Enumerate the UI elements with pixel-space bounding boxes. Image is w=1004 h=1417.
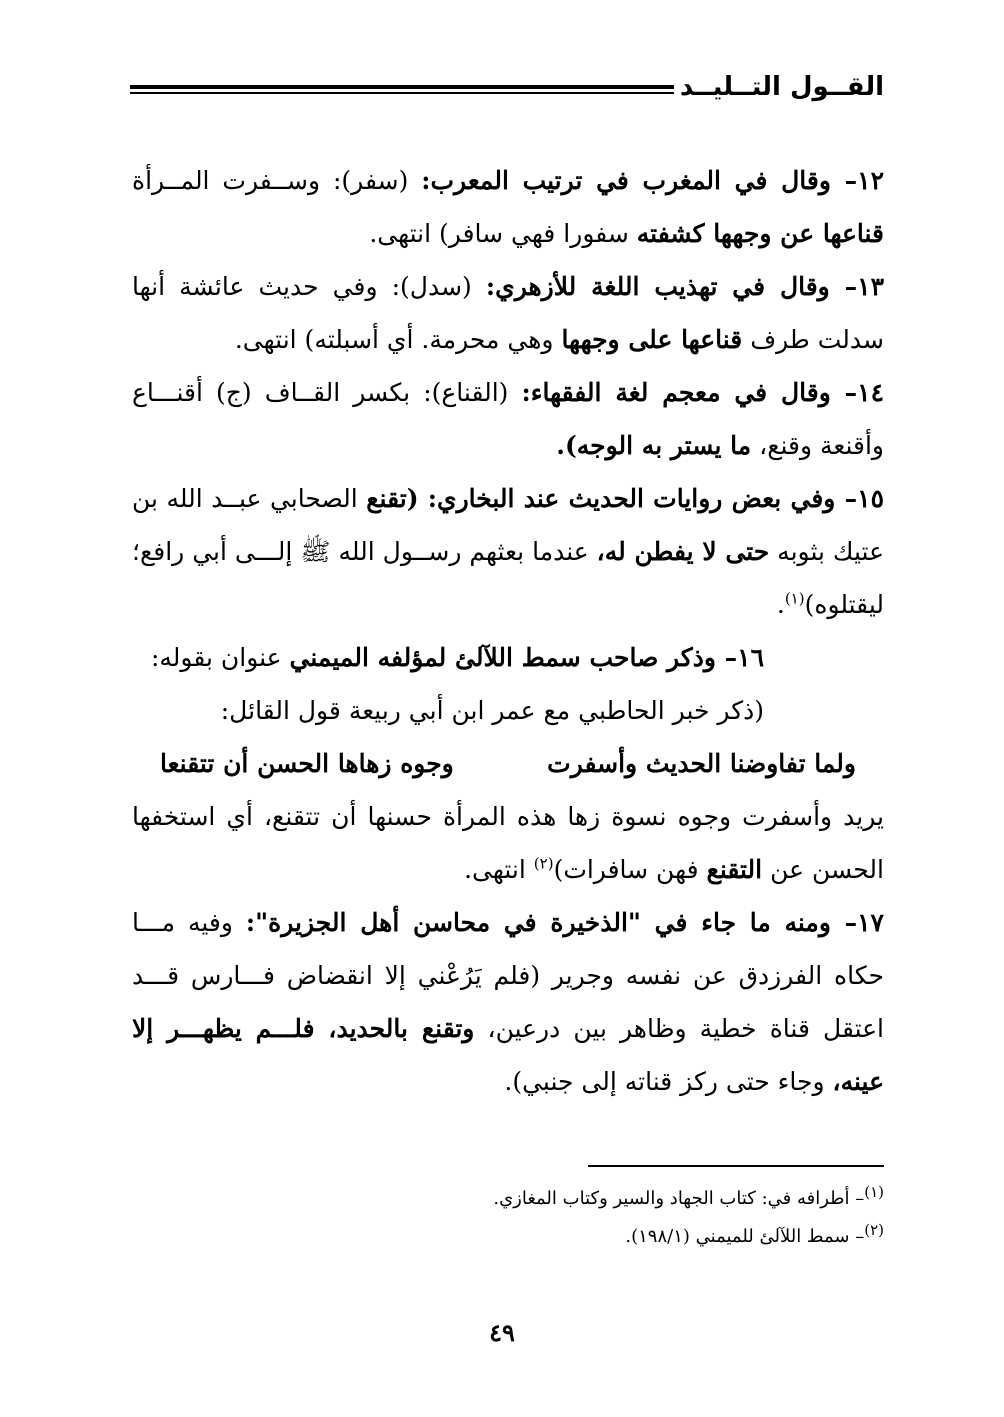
poem-verse (132, 737, 884, 790)
item-number: ١٤– (830, 378, 884, 407)
footnote-ref-1[interactable]: (١) (784, 589, 805, 608)
footnote-separator (588, 1165, 884, 1167)
paragraph-15 (132, 472, 884, 631)
paragraph-text: (سدل): وفي حديث عائشة أنها سدلت طرف (132, 272, 884, 354)
paragraph-16-explanation (132, 790, 884, 896)
paragraph-emphasis: ما يستر به الوجه). (556, 431, 752, 460)
footnotes (184, 1180, 884, 1256)
body-text (132, 154, 884, 1108)
paragraph-emphasis: قناعها عن وجهها كشفته (636, 219, 884, 248)
item-number: ١٣– (829, 272, 884, 301)
paragraph-lead: ومنه ما جاء في "الذخيرة في محاسن أهل الجزيرة": (245, 908, 831, 937)
paragraph-text: (سفر): وســفرت المــرأة (132, 166, 422, 195)
paragraph-text: فهن سافرات) (553, 855, 707, 884)
paragraph-text: وجاء حتى ركز قناته إلى جنبي). (504, 1067, 833, 1096)
paragraph-text: وهي محرمة. أي أسبلته) انتهى. (234, 325, 562, 354)
paragraph-emphasis: التقنع (706, 855, 763, 884)
header-title: القــول التــليــد (679, 72, 884, 102)
paragraph-lead: وقال في معجم لغة الفقهاء: (521, 378, 831, 407)
footnote-text: – أطرافه في: كتاب الجهاد والسير وكتاب المغازي. (493, 1188, 865, 1209)
verse-first-hemistich: ولما تفاوضنا الحديث وأسفرت (547, 749, 856, 778)
verse-second-hemistich: وجوه زهاها الحسن أن تتقنعا (160, 749, 454, 778)
paragraph-emphasis: وتقنع بالحديد، فلـــم يظهـــر إلا عينه، (132, 1014, 884, 1096)
paragraph-text: (القناع): بكسر القــاف (ج) أقنـــاع وأقنعة وقنع، (132, 378, 884, 460)
paragraph-text: وفيه مـــا حكاه الفرزدق عن نفسه وجرير (فلم يَرُعْني إلا انقضاض فـــارس قـــد اعتقل قناة خطية وظاهر بين درعين، (132, 908, 884, 1043)
footnote-ref-2[interactable]: (٢) (533, 854, 554, 873)
footnote-mark: (٢) (864, 1221, 884, 1239)
paragraph-lead: وذكر صاحب سمط اللآلئ لمؤلفه الميمني (289, 643, 716, 672)
footnote-2 (184, 1218, 884, 1256)
paragraph-lead: وقال في المغرب في ترتيب المعرب: (421, 166, 831, 195)
paragraph-text: سفورا فهي سافر) انتهى. (369, 219, 637, 248)
paragraph-16 (132, 631, 884, 684)
item-number: ١٧– (830, 908, 884, 937)
paragraph-text: عندما بعثهم رســول الله ﷺ إلـــى أبي رافع؛ ليقتلوه) (132, 537, 884, 619)
running-header (130, 70, 884, 104)
paragraph-text: الصحابي عبــد الله بن عتيك بثوبه (132, 484, 885, 566)
footnote-1 (184, 1180, 884, 1218)
paragraph-14 (132, 366, 884, 472)
footnote-mark: (١) (864, 1183, 884, 1201)
paragraph-lead: وقال في تهذيب اللغة للأزهري: (485, 272, 830, 301)
paragraph-lead: وفي بعض روايات الحديث عند البخاري: (تقنع (366, 484, 836, 513)
paragraph-17 (132, 896, 884, 1108)
paragraph-emphasis: قناعها على وجهها (561, 325, 743, 354)
page-number: ٤٩ (489, 1318, 515, 1347)
paragraph-text: يريد وأسفرت وجوه نسوة زها هذه المرأة حسنها أن تتقنع، أي استخفها الحسن عن (132, 802, 884, 884)
header-rule (130, 85, 674, 94)
paragraph-16-line2 (132, 684, 884, 737)
paragraph-text: انتهى. (464, 855, 534, 884)
footnote-text: – سمط اللآلئ للميمني (١٩٨/١). (625, 1226, 865, 1247)
paragraph-text: عنوان بقوله: (150, 643, 290, 672)
item-number: ١٥– (835, 484, 884, 513)
item-number: ١٦– (715, 643, 764, 672)
paragraph-emphasis: حتى لا يفطن له، (596, 537, 770, 566)
paragraph-12 (132, 154, 884, 260)
item-number: ١٢– (830, 166, 884, 195)
paragraph-text: . (776, 590, 785, 619)
paragraph-13 (132, 260, 884, 366)
paragraph-text: (ذكر خبر الحاطبي مع عمر ابن أبي ربيعة قول القائل: (220, 696, 764, 725)
